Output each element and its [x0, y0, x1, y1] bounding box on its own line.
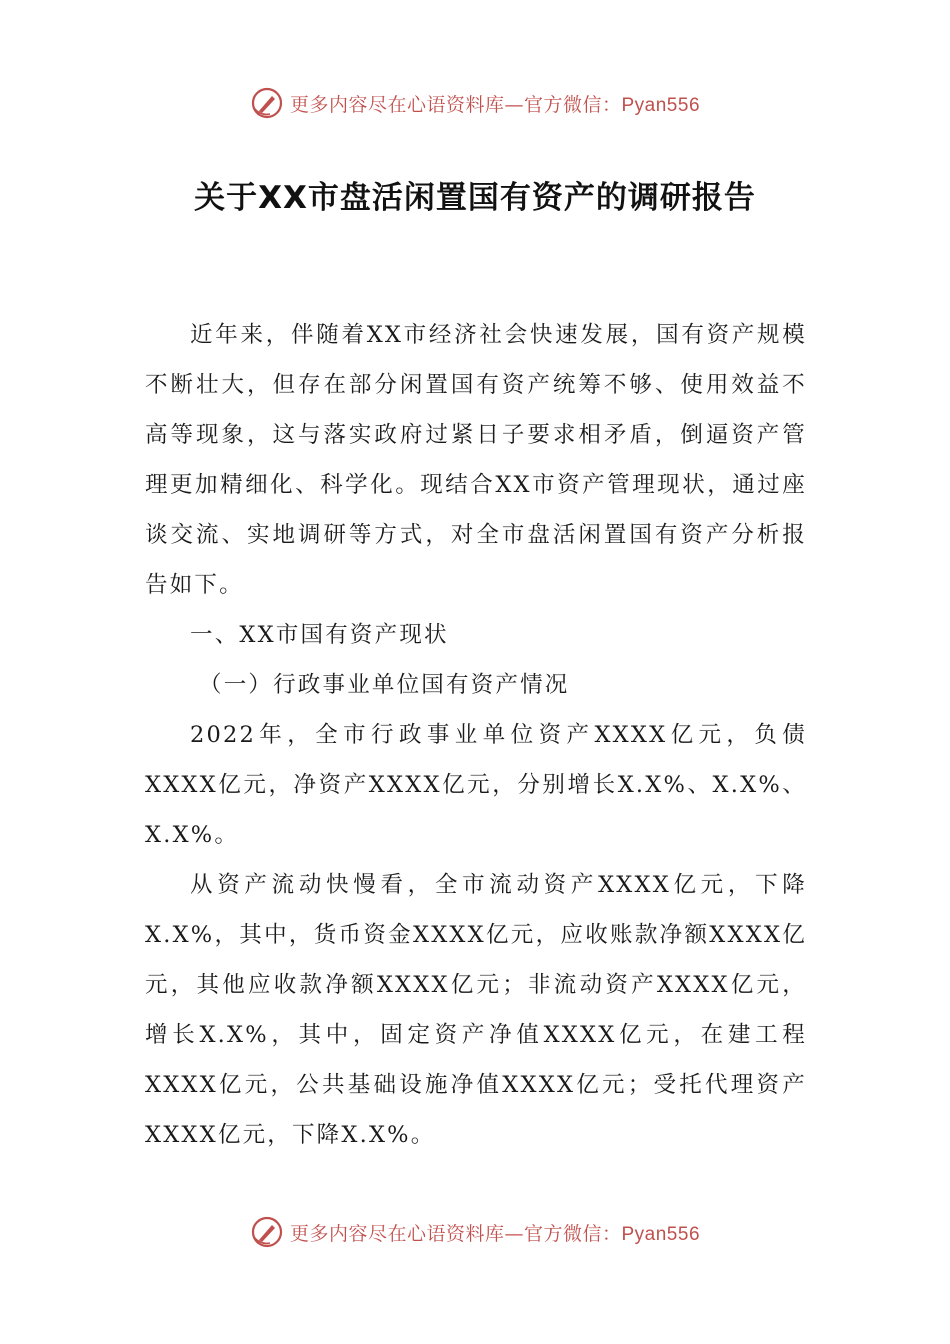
footer-watermark: [0, 1212, 950, 1252]
paragraph-assets-summary: 2022年，全市行政事业单位资产XXXX亿元，负债XXXX亿元，净资产XXXX亿元，分别增长X.X%、X.X%、X.X%。: [145, 722, 807, 848]
section-heading: 一、XX市国有资产现状: [190, 622, 449, 648]
watermark-text: 更多内容尽在心语资料库—官方微信：Pyan556: [289, 93, 701, 116]
subsection-heading: （一）行政事业单位国有资产情况: [199, 672, 570, 698]
document-body: [145, 310, 807, 1160]
header-watermark: [0, 83, 950, 123]
watermark-text: 更多内容尽在心语资料库—官方微信：Pyan556: [289, 1222, 701, 1245]
document-title: 关于XX市盘活闲置国有资产的调研报告: [194, 180, 756, 216]
pen-logo-icon: [250, 86, 284, 120]
paragraph-assets-liquidity: 从资产流动快慢看，全市流动资产XXXX亿元，下降X.X%，其中，货币资金XXXX亿元，应收账款净额XXXX亿元，其他应收款净额XXXX亿元；非流动资产XXXX亿元，增长X.X%，其中，固定资产净值XXXX亿元，在建工程XXXX亿元，公共基础设施净值XXXX亿元；受托代理资产XXXX亿元，下降X.X%。: [145, 872, 807, 1148]
paragraph-intro: 近年来，伴随着XX市经济社会快速发展，国有资产规模不断壮大，但存在部分闲置国有资产统筹不够、使用效益不高等现象，这与落实政府过紧日子要求相矛盾，倒逼资产管理更加精细化、科学化。现结合XX市资产管理现状，通过座谈交流、实地调研等方式，对全市盘活闲置国有资产分析报告如下。: [145, 322, 807, 598]
pen-logo-icon: [250, 1215, 284, 1249]
